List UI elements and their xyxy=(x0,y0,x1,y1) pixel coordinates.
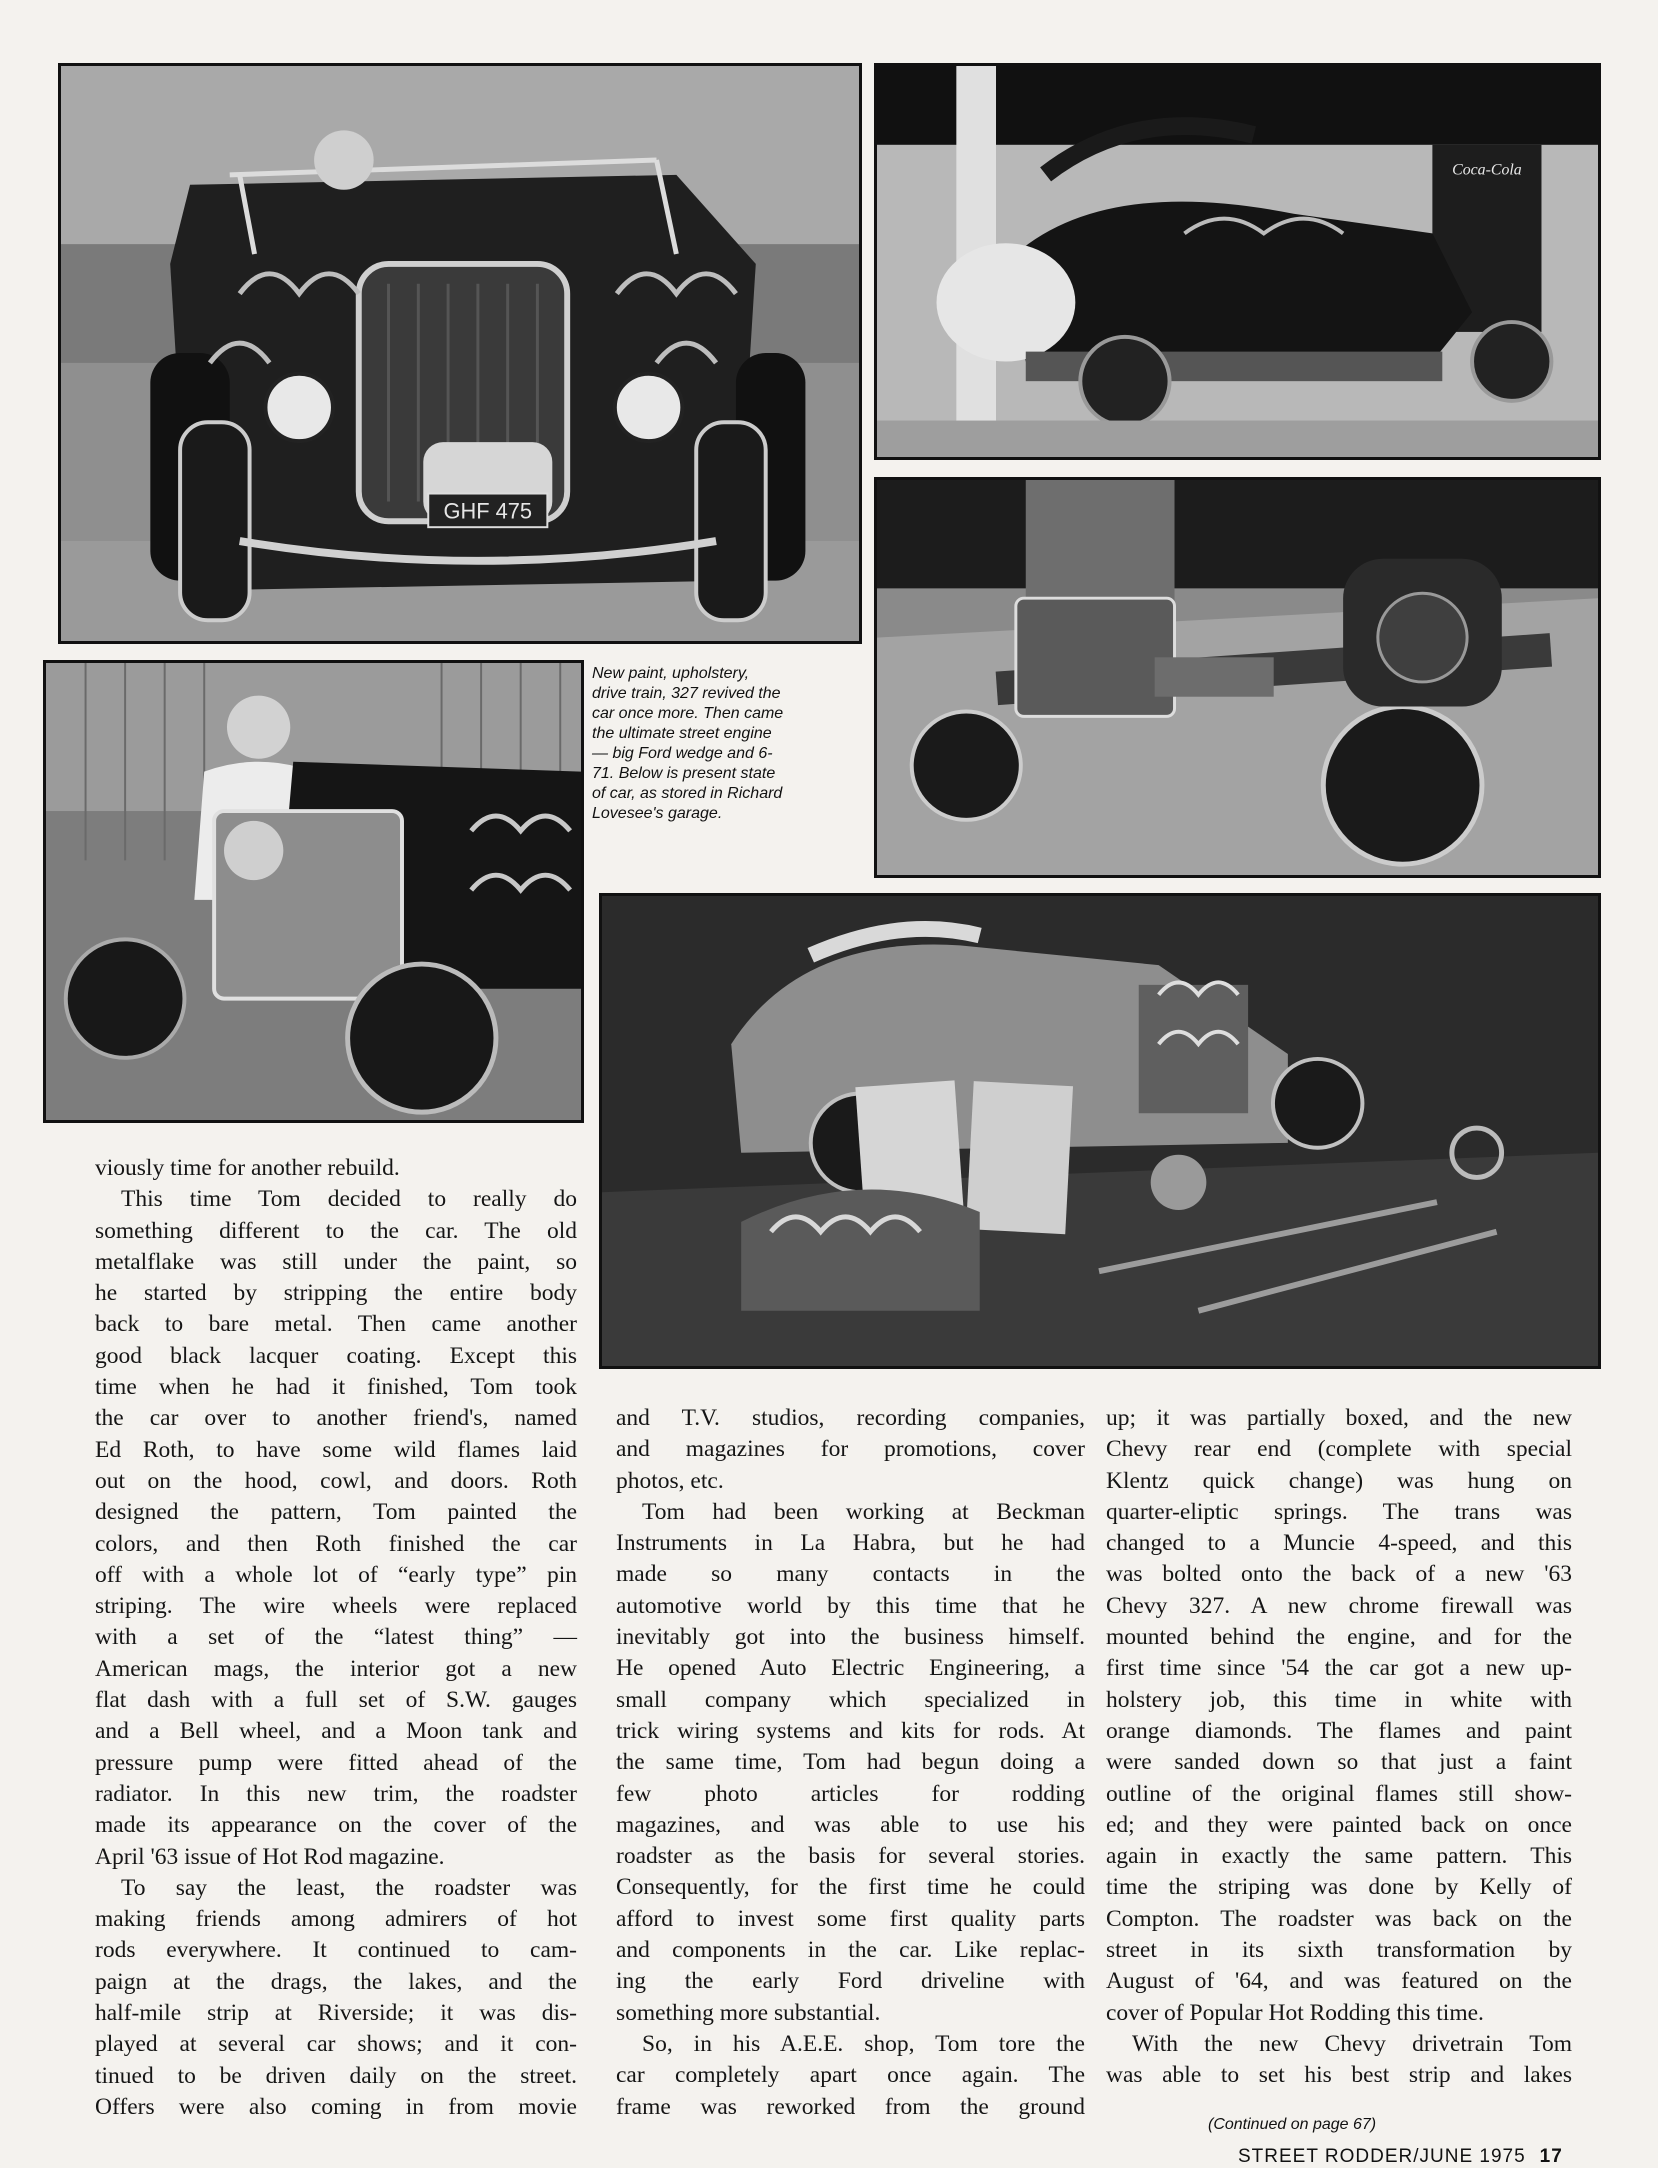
caption-line: 71. Below is present state xyxy=(592,765,776,782)
text-line: orange diamonds. The flames and paint xyxy=(1106,1717,1572,1744)
caption-line: of car, as stored in Richard xyxy=(592,785,783,802)
text-line: inevitably got into the business himself. xyxy=(616,1624,1085,1651)
text-line: photos, etc. xyxy=(616,1467,724,1494)
caption-line: the ultimate street engine xyxy=(592,725,772,742)
text-line: small company which specialized in xyxy=(616,1686,1085,1713)
article-column-1 xyxy=(95,1153,577,2123)
caption-line: Lovesee's garage. xyxy=(592,805,723,822)
man-engine-image xyxy=(46,663,581,1120)
text-line: designed the pattern, Tom painted the xyxy=(95,1499,577,1526)
text-line: Ed Roth, to have some wild flames laid xyxy=(95,1436,577,1463)
text-line: trick wiring systems and kits for rods. At xyxy=(616,1717,1085,1744)
text-line: the car over to another friend's, named xyxy=(95,1405,577,1432)
text-line: colors, and then Roth finished the car xyxy=(95,1530,577,1557)
article-column-2 xyxy=(616,1403,1085,2123)
photo-chassis xyxy=(874,477,1601,878)
caption-line: — big Ford wedge and 6- xyxy=(592,745,773,762)
text-line: paign at the drags, the lakes, and the xyxy=(95,1968,577,1995)
text-line: half-mile strip at Riverside; it was dis- xyxy=(95,2000,577,2027)
text-line: played at several car shows; and it con- xyxy=(95,2031,577,2058)
text-line: afford to invest some first quality parts xyxy=(616,1905,1085,1932)
text-line: making friends among admirers of hot xyxy=(95,1906,577,1933)
text-line: Chevy rear end (complete with special xyxy=(1106,1436,1572,1463)
text-line: Chevy 327. A new chrome firewall was xyxy=(1106,1592,1572,1619)
text-line: ing the early Ford driveline with xyxy=(616,1968,1085,1995)
text-line: and magazines for promotions, cover xyxy=(616,1436,1085,1463)
text-line: good black lacquer coating. Except this xyxy=(95,1342,577,1369)
text-line: metalflake was still under the paint, so xyxy=(95,1248,577,1275)
text-line: first time since '54 the car got a new up- xyxy=(1106,1655,1572,1682)
text-line: car completely apart once again. The xyxy=(616,2062,1085,2089)
text-line: made its appearance on the cover of the xyxy=(95,1812,577,1839)
text-line: were sanded down so that just a faint xyxy=(1106,1749,1572,1776)
disassembled-image xyxy=(602,896,1598,1366)
text-line: Consequently, for the first time he could xyxy=(616,1874,1085,1901)
text-line: and T.V. studios, recording companies, xyxy=(616,1405,1085,1431)
text-line: viously time for another rebuild. xyxy=(95,1155,400,1181)
caption-line: New paint, upholstery, xyxy=(592,665,750,682)
text-line: and a Bell wheel, and a Moon tank and xyxy=(95,1718,577,1745)
continued-note: (Continued on page 67) xyxy=(1208,2116,1377,2133)
text-line: automotive world by this time that he xyxy=(616,1592,1085,1619)
text-line: This time Tom decided to really do xyxy=(121,1186,577,1213)
text-line: To say the least, the roadster was xyxy=(121,1874,577,1901)
text-line: something different to the car. The old xyxy=(95,1217,577,1244)
text-line: Offers were also coming in from movie xyxy=(95,2093,577,2120)
text-line: back to bare metal. Then came another xyxy=(95,1311,577,1338)
photo-roadster-front xyxy=(58,63,862,644)
text-line: and components in the car. Like replac- xyxy=(616,1937,1085,1964)
text-line: striping. The wire wheels were replaced xyxy=(95,1593,577,1620)
text-line: April '63 issue of Hot Rod magazine. xyxy=(95,1843,445,1870)
text-line: was bolted onto the back of a new '63 xyxy=(1106,1561,1572,1588)
text-line: Compton. The roadster was back on the xyxy=(1106,1905,1572,1932)
text-line: up; it was partially boxed, and the new xyxy=(1106,1405,1572,1431)
text-line: rods everywhere. It continued to cam- xyxy=(95,1937,577,1964)
text-line: August of '64, and was featured on the xyxy=(1106,1968,1572,1995)
text-line: quarter-eliptic springs. The trans was xyxy=(1106,1498,1572,1525)
text-line: roadster as the basis for several stories. xyxy=(616,1843,1085,1870)
photo-man-with-engine xyxy=(43,660,584,1123)
article-column-3 xyxy=(1106,1403,1572,2092)
caption-line: drive train, 327 revived the xyxy=(592,685,781,702)
text-line: changed to a Muncie 4-speed, and this xyxy=(1106,1530,1572,1557)
text-line: the same time, Tom had begun doing a xyxy=(616,1749,1085,1776)
text-line: few photo articles for rodding xyxy=(616,1780,1085,1807)
text-line: he started by stripping the entire body xyxy=(95,1280,577,1307)
page-number: 17 xyxy=(1539,2146,1563,2167)
text-line: tinued to be driven daily on the street. xyxy=(95,2062,577,2089)
text-line: time when he had it finished, Tom took xyxy=(95,1374,577,1401)
text-line: With the new Chevy drivetrain Tom xyxy=(1132,2030,1572,2057)
text-line: magazines, and was able to use his xyxy=(616,1811,1085,1838)
text-line: something more substantial. xyxy=(616,1999,881,2026)
text-line: out on the hood, cowl, and doors. Roth xyxy=(95,1467,577,1494)
text-line: again in exactly the same pattern. This xyxy=(1106,1843,1572,1870)
text-line: was able to set his best strip and lakes xyxy=(1106,2062,1572,2089)
text-line: cover of Popular Hot Rodding this time. xyxy=(1106,1999,1484,2026)
text-line: holstery job, this time in white with xyxy=(1106,1686,1572,1713)
text-line: with a set of the “latest thing” — xyxy=(95,1624,577,1651)
text-line: time the striping was done by Kelly of xyxy=(1106,1874,1572,1901)
roadster-front-image xyxy=(61,66,859,641)
roadster-body-image xyxy=(877,66,1598,457)
text-line: So, in his A.E.E. shop, Tom tore the xyxy=(642,2030,1085,2057)
text-line: street in its sixth transformation by xyxy=(1106,1937,1572,1964)
text-line: Tom had been working at Beckman xyxy=(642,1498,1085,1525)
caption-line: car once more. Then came xyxy=(592,705,784,722)
text-line: off with a whole lot of “early type” pin xyxy=(95,1561,577,1588)
page-footer xyxy=(1238,2146,1563,2168)
text-line: mounted behind the engine, and for the xyxy=(1106,1624,1572,1651)
text-line: pressure pump were fitted ahead of the xyxy=(95,1749,577,1776)
photo-disassembled-roadster xyxy=(599,893,1601,1369)
photo-roadster-body-lifted xyxy=(874,63,1601,460)
coca-cola-sign: Coca-Cola xyxy=(1452,161,1522,179)
license-plate-text: GHF 475 xyxy=(443,498,533,524)
text-line: made so many contacts in the xyxy=(616,1561,1085,1588)
magazine-issue: STREET RODDER/JUNE 1975 xyxy=(1238,2146,1526,2167)
text-line: outline of the original flames still show- xyxy=(1106,1780,1572,1807)
photo-caption xyxy=(592,664,872,824)
text-line: ed; and they were painted back on once xyxy=(1106,1811,1572,1838)
text-line: Klentz quick change) was hung on xyxy=(1106,1467,1572,1494)
text-line: frame was reworked from the ground xyxy=(616,2093,1085,2120)
text-line: He opened Auto Electric Engineering, a xyxy=(616,1655,1085,1682)
text-line: radiator. In this new trim, the roadster xyxy=(95,1780,577,1807)
text-line: Instruments in La Habra, but he had xyxy=(616,1530,1085,1557)
text-line: American mags, the interior got a new xyxy=(95,1655,577,1682)
text-line: flat dash with a full set of S.W. gauges xyxy=(95,1687,577,1714)
chassis-image xyxy=(877,480,1598,875)
